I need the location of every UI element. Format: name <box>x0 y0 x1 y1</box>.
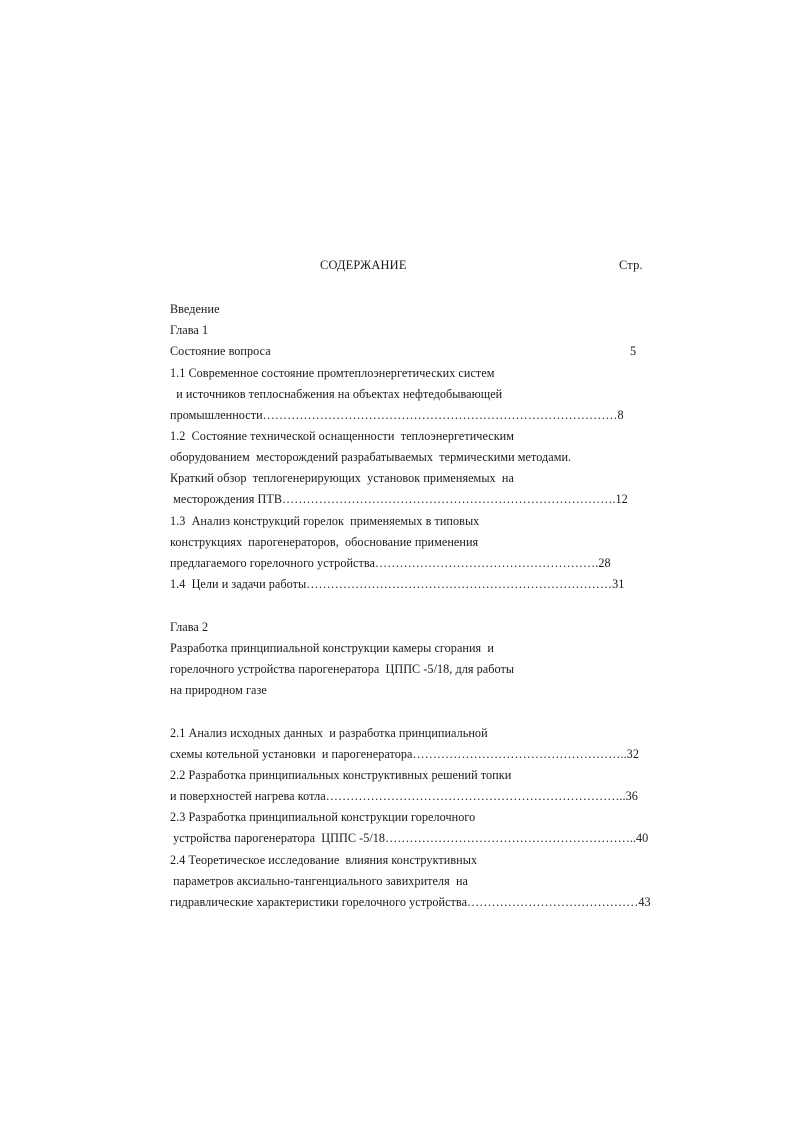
toc-entry-1-3-end: предлагаемого горелочного устройства……………………………………………….28 <box>170 556 611 570</box>
toc-entry-1-3: 1.3 Анализ конструкций горелок применяемых в типовых <box>170 514 480 528</box>
toc-entry-2-4-cont: параметров аксиально-тангенциального завихрителя на <box>170 874 468 888</box>
toc-entry-1-1-end: промышленности……………………………………………………………………………8 <box>170 408 624 422</box>
toc-title: СОДЕРЖАНИЕ <box>320 258 407 272</box>
toc-chapter-1: Глава 1 <box>170 323 209 337</box>
toc-entry-2-3: 2.3 Разработка принципиальной конструкции горелочного <box>170 810 476 824</box>
toc-entry-2-2: 2.2 Разработка принципиальных конструктивных решений топки <box>170 768 512 782</box>
toc-entry-2-4: 2.4 Теоретическое исследование влияния конструктивных <box>170 853 478 867</box>
toc-entry-1-4: 1.4 Цели и задачи работы…………………………………………………………………31 <box>170 577 625 591</box>
toc-entry-2-1: 2.1 Анализ исходных данных и разработка принципиальной <box>170 726 488 740</box>
toc-page-number: 5 <box>630 344 637 358</box>
toc-entry-2-1-end: схемы котельной установки и парогенератора……………………………………………..32 <box>170 747 639 761</box>
toc-chapter-2-title: Разработка принципиальной конструкции камеры сгорания и <box>170 641 494 655</box>
toc-entry-2-3-end: устройства парогенератора ЦППС -5/18……………………………………………………..40 <box>170 831 649 845</box>
toc-entry-1-2-end: месторождения ПТВ……………………………………………………………………….12 <box>170 492 628 506</box>
toc-entry-1-1-cont: и источников теплоснабжения на объектах нефтедобывающей <box>170 387 503 401</box>
toc-entry-1-3-cont: конструкциях парогенераторов, обоснование применения <box>170 535 479 549</box>
toc-entry-1-2: 1.2 Состояние технической оснащенности теплоэнергетическим <box>170 429 514 443</box>
toc-entry-state: Состояние вопроса <box>170 344 271 358</box>
toc-entry-1-2-cont2: Краткий обзор теплогенерирующих установок применяемых на <box>170 471 514 485</box>
toc-entry-1-1: 1.1 Современное состояние промтеплоэнергетических систем <box>170 366 495 380</box>
toc-chapter-2-title-cont: горелочного устройства парогенератора ЦППС -5/18, для работы <box>170 662 515 676</box>
toc-chapter-2: Глава 2 <box>170 620 209 634</box>
page-column-label: Стр. <box>619 258 643 272</box>
toc-entry-2-2-end: и поверхностей нагрева котла………………………………………………………………..36 <box>170 789 638 803</box>
toc-entry-1-2-cont: оборудованием месторождений разрабатываемых термическими методами. <box>170 450 572 464</box>
toc-chapter-2-title-end: на природном газе <box>170 683 267 697</box>
toc-entry-2-4-end: гидравлические характеристики горелочного устройства……………………………………43 <box>170 895 651 909</box>
toc-entry-intro: Введение <box>170 302 220 316</box>
